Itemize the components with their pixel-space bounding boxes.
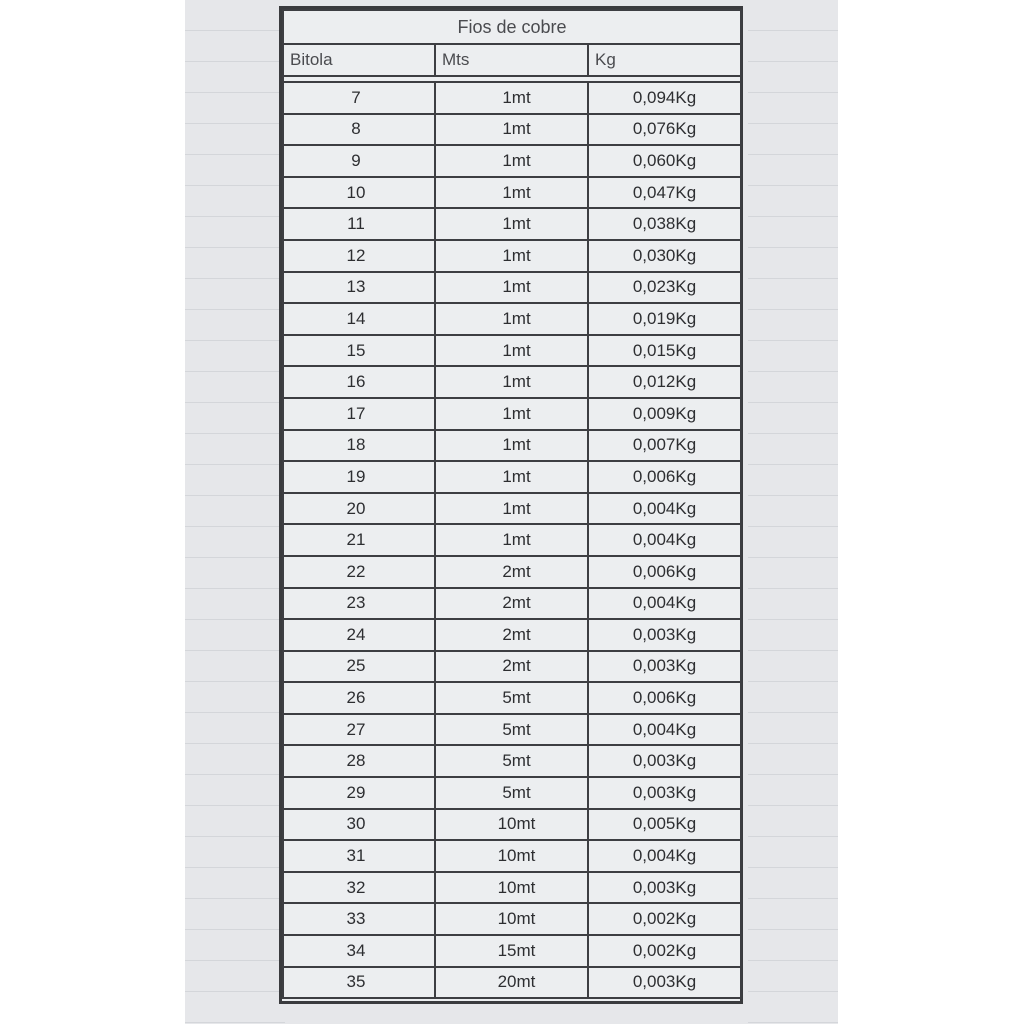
- cell-bitola: 12: [283, 240, 435, 272]
- table-row: [283, 903, 741, 935]
- table-row: [283, 524, 741, 556]
- cell-kg: 0,009Kg: [588, 398, 741, 430]
- cell-bitola: 19: [283, 461, 435, 493]
- cell-mts: 1mt: [435, 82, 588, 114]
- table-row: [283, 777, 741, 809]
- cell-bitola: 26: [283, 682, 435, 714]
- table-header-row: [283, 44, 741, 76]
- cell-kg: 0,006Kg: [588, 682, 741, 714]
- cell-mts: 1mt: [435, 177, 588, 209]
- cell-kg: 0,094Kg: [588, 82, 741, 114]
- table-row: [283, 366, 741, 398]
- cell-mts: 20mt: [435, 967, 588, 999]
- cell-bitola: 24: [283, 619, 435, 651]
- cell-kg: 0,047Kg: [588, 177, 741, 209]
- table-row: [283, 240, 741, 272]
- cell-bitola: 25: [283, 651, 435, 683]
- cell-kg: 0,004Kg: [588, 588, 741, 620]
- cell-mts: 1mt: [435, 272, 588, 304]
- cell-mts: 2mt: [435, 619, 588, 651]
- cell-bitola: 9: [283, 145, 435, 177]
- table-title-row: [283, 10, 741, 44]
- table-row: [283, 303, 741, 335]
- table-row: [283, 430, 741, 462]
- column-header-bitola: Bitola: [283, 44, 435, 76]
- cell-kg: 0,003Kg: [588, 745, 741, 777]
- cell-kg: 0,004Kg: [588, 493, 741, 525]
- cell-mts: 5mt: [435, 777, 588, 809]
- cell-kg: 0,002Kg: [588, 935, 741, 967]
- cell-mts: 1mt: [435, 430, 588, 462]
- table-row: [283, 619, 741, 651]
- cell-bitola: 28: [283, 745, 435, 777]
- cell-bitola: 17: [283, 398, 435, 430]
- cell-mts: 1mt: [435, 461, 588, 493]
- cell-kg: 0,003Kg: [588, 777, 741, 809]
- cell-bitola: 30: [283, 809, 435, 841]
- column-header-mts: Mts: [435, 44, 588, 76]
- table-row: [283, 588, 741, 620]
- cell-bitola: 11: [283, 208, 435, 240]
- copper-wire-table: [282, 9, 742, 999]
- cell-kg: 0,015Kg: [588, 335, 741, 367]
- cell-mts: 1mt: [435, 524, 588, 556]
- cell-bitola: 21: [283, 524, 435, 556]
- table-row: [283, 177, 741, 209]
- cell-mts: 10mt: [435, 872, 588, 904]
- cell-kg: 0,023Kg: [588, 272, 741, 304]
- cell-kg: 0,060Kg: [588, 145, 741, 177]
- cell-bitola: 8: [283, 114, 435, 146]
- table-row: [283, 745, 741, 777]
- table-row: [283, 872, 741, 904]
- cell-kg: 0,019Kg: [588, 303, 741, 335]
- cell-mts: 5mt: [435, 745, 588, 777]
- cell-bitola: 29: [283, 777, 435, 809]
- cell-bitola: 16: [283, 366, 435, 398]
- cell-mts: 10mt: [435, 809, 588, 841]
- cell-kg: 0,003Kg: [588, 872, 741, 904]
- cell-mts: 1mt: [435, 303, 588, 335]
- cell-mts: 1mt: [435, 240, 588, 272]
- cell-mts: 5mt: [435, 714, 588, 746]
- copper-wire-table-frame: [279, 6, 743, 1004]
- cell-bitola: 20: [283, 493, 435, 525]
- table-row: [283, 682, 741, 714]
- cell-kg: 0,004Kg: [588, 840, 741, 872]
- table-title: Fios de cobre: [283, 10, 741, 44]
- cell-bitola: 34: [283, 935, 435, 967]
- table-row: [283, 809, 741, 841]
- cell-bitola: 10: [283, 177, 435, 209]
- cell-bitola: 13: [283, 272, 435, 304]
- table-row: [283, 493, 741, 525]
- cell-mts: 10mt: [435, 840, 588, 872]
- cell-kg: 0,076Kg: [588, 114, 741, 146]
- table-row: [283, 335, 741, 367]
- column-header-kg: Kg: [588, 44, 741, 76]
- cell-kg: 0,003Kg: [588, 651, 741, 683]
- table-row: [283, 651, 741, 683]
- table-row: [283, 208, 741, 240]
- cell-mts: 1mt: [435, 114, 588, 146]
- cell-mts: 2mt: [435, 588, 588, 620]
- cell-kg: 0,007Kg: [588, 430, 741, 462]
- cell-mts: 10mt: [435, 903, 588, 935]
- cell-mts: 1mt: [435, 493, 588, 525]
- cell-kg: 0,003Kg: [588, 967, 741, 999]
- table-row: [283, 967, 741, 999]
- cell-mts: 2mt: [435, 556, 588, 588]
- cell-kg: 0,012Kg: [588, 366, 741, 398]
- cell-mts: 2mt: [435, 651, 588, 683]
- table-row: [283, 935, 741, 967]
- cell-bitola: 22: [283, 556, 435, 588]
- cell-kg: 0,004Kg: [588, 714, 741, 746]
- table-row: [283, 461, 741, 493]
- cell-kg: 0,038Kg: [588, 208, 741, 240]
- table-row: [283, 556, 741, 588]
- table-row: [283, 114, 741, 146]
- cell-mts: 1mt: [435, 366, 588, 398]
- cell-mts: 15mt: [435, 935, 588, 967]
- table-row: [283, 714, 741, 746]
- cell-kg: 0,005Kg: [588, 809, 741, 841]
- cell-kg: 0,002Kg: [588, 903, 741, 935]
- cell-bitola: 32: [283, 872, 435, 904]
- cell-bitola: 35: [283, 967, 435, 999]
- table-row: [283, 145, 741, 177]
- cell-mts: 5mt: [435, 682, 588, 714]
- cell-bitola: 15: [283, 335, 435, 367]
- cell-kg: 0,006Kg: [588, 461, 741, 493]
- cell-bitola: 14: [283, 303, 435, 335]
- table-row: [283, 82, 741, 114]
- cell-kg: 0,006Kg: [588, 556, 741, 588]
- cell-kg: 0,003Kg: [588, 619, 741, 651]
- cell-bitola: 31: [283, 840, 435, 872]
- ruled-lines-right: [748, 0, 838, 1024]
- ruled-lines-left: [185, 0, 285, 1024]
- table-row: [283, 398, 741, 430]
- table-row: [283, 272, 741, 304]
- cell-kg: 0,004Kg: [588, 524, 741, 556]
- table-row: [283, 840, 741, 872]
- cell-kg: 0,030Kg: [588, 240, 741, 272]
- cell-bitola: 23: [283, 588, 435, 620]
- cell-bitola: 27: [283, 714, 435, 746]
- cell-mts: 1mt: [435, 208, 588, 240]
- table-body: [283, 82, 741, 998]
- paper-sheet: [185, 0, 838, 1024]
- cell-bitola: 18: [283, 430, 435, 462]
- cell-mts: 1mt: [435, 398, 588, 430]
- cell-mts: 1mt: [435, 335, 588, 367]
- cell-bitola: 7: [283, 82, 435, 114]
- cell-bitola: 33: [283, 903, 435, 935]
- cell-mts: 1mt: [435, 145, 588, 177]
